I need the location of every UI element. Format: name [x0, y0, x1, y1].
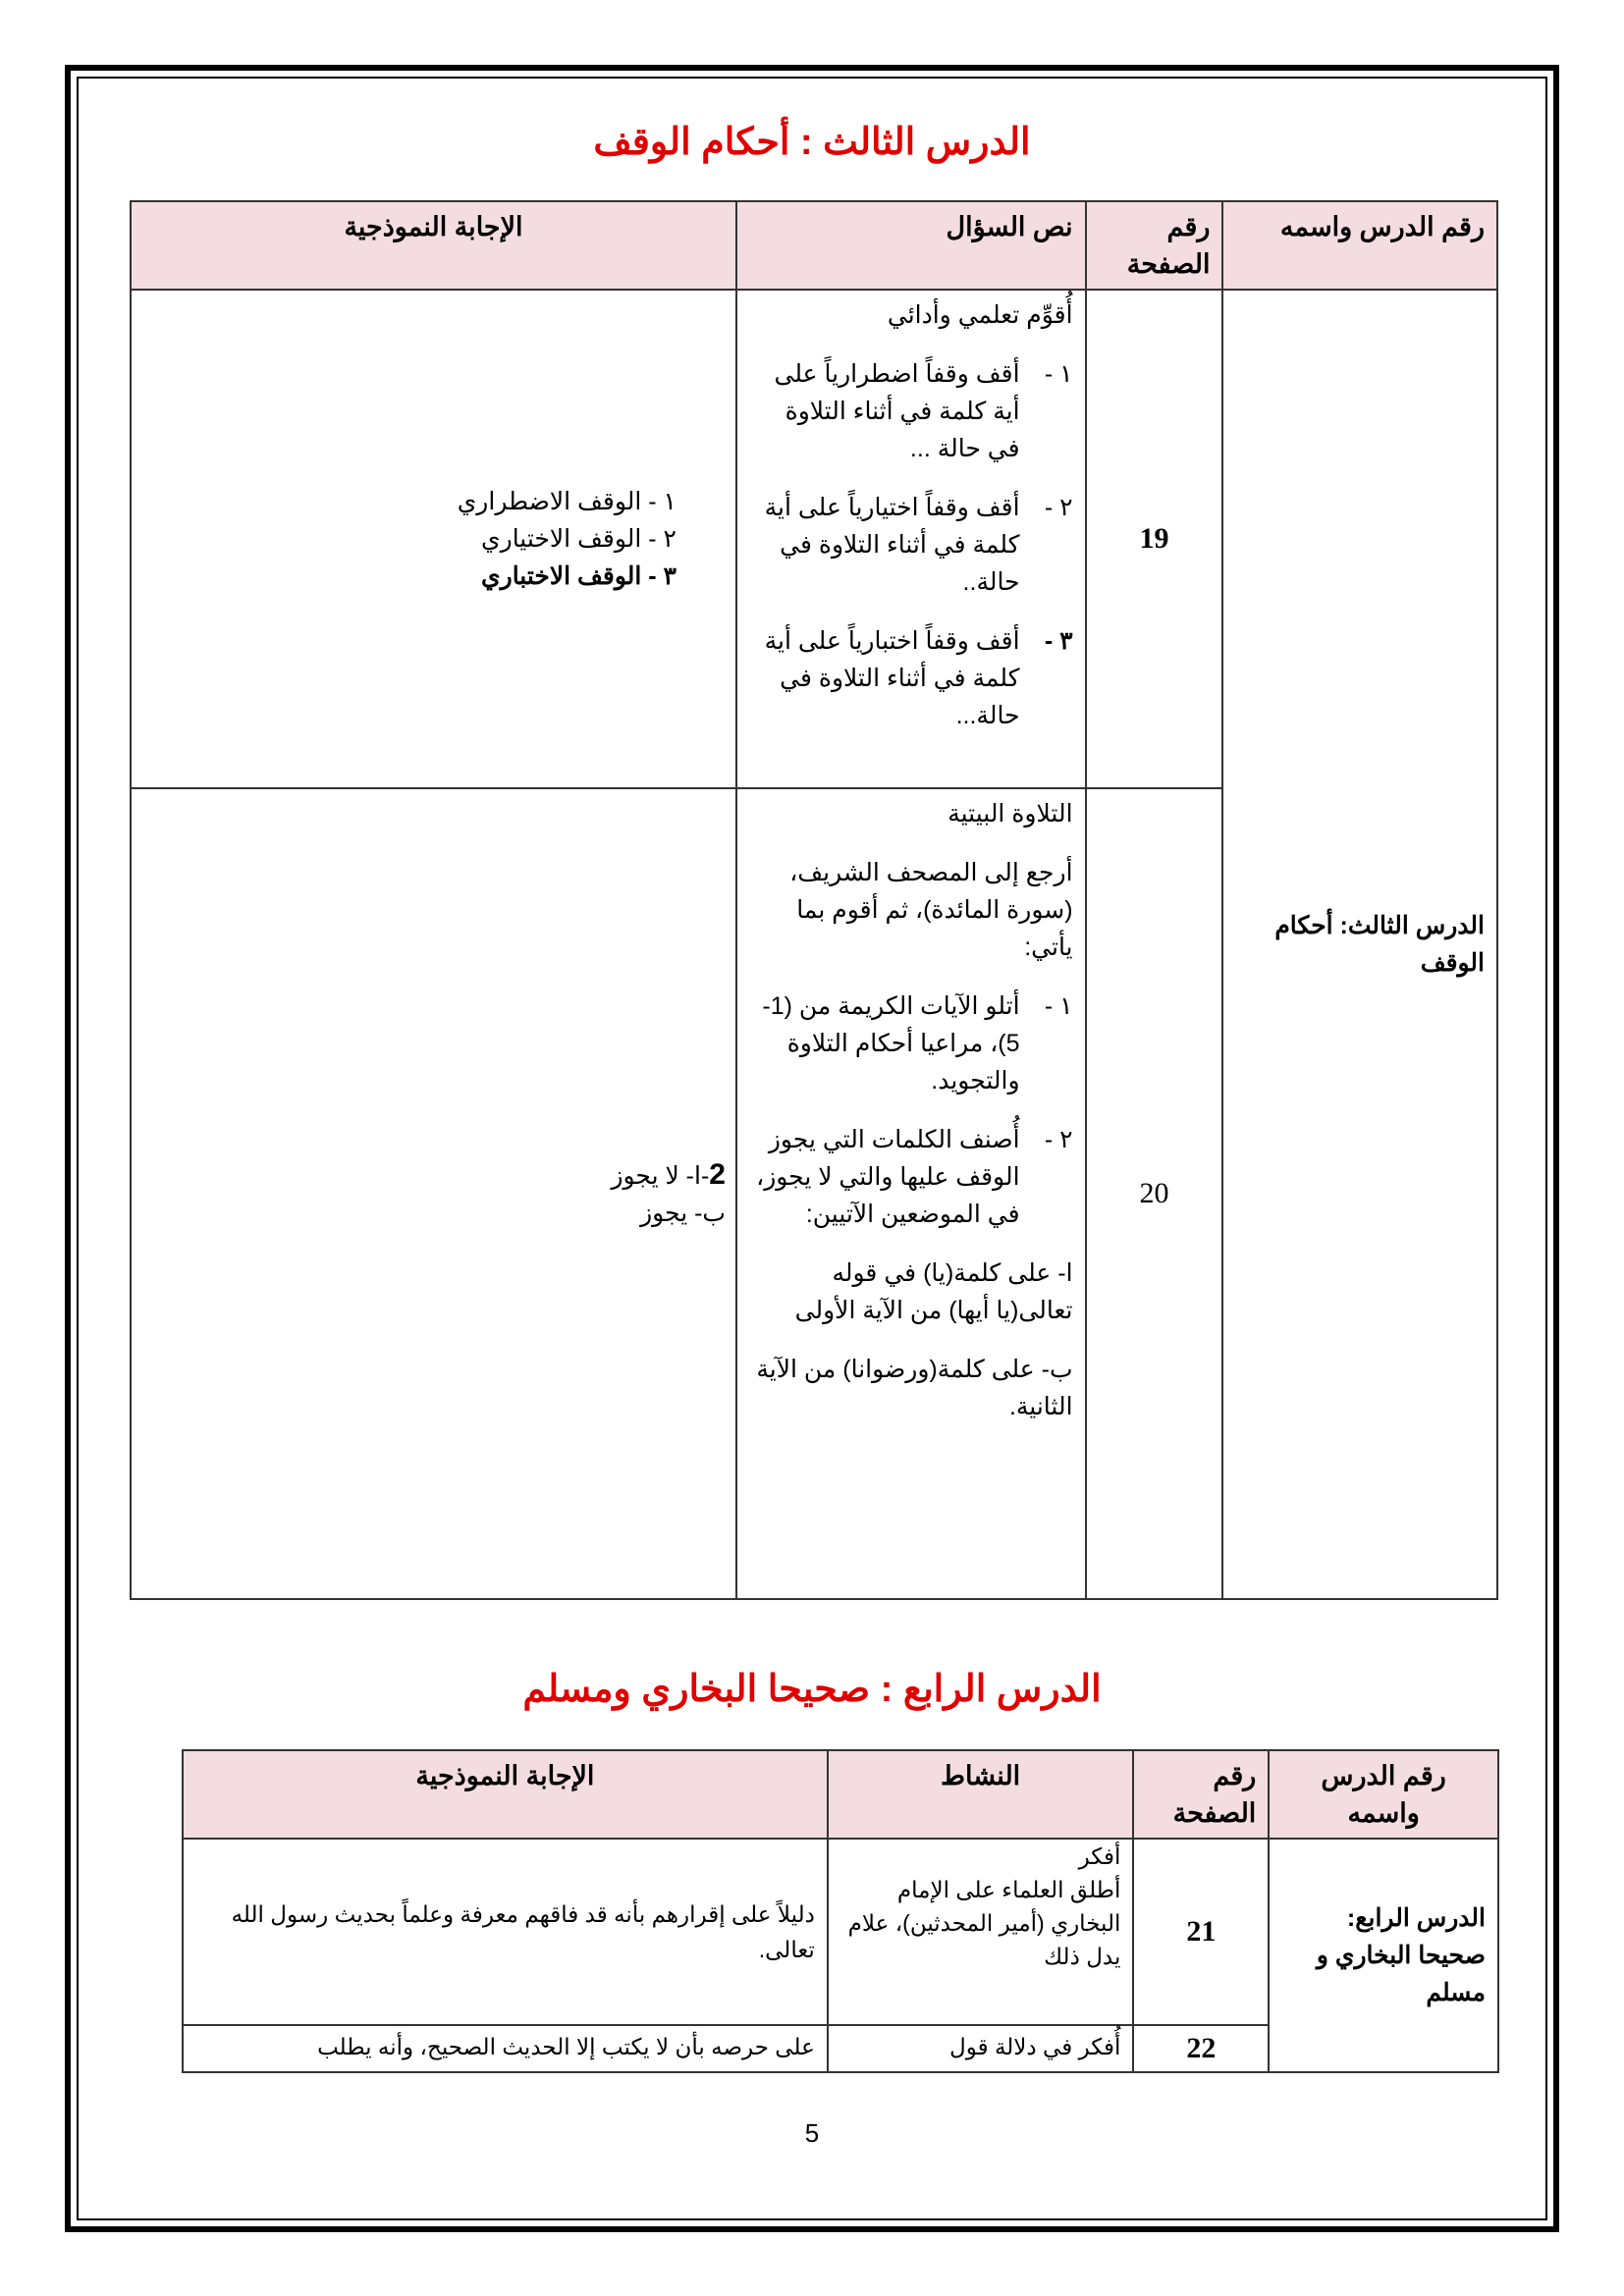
answer-cell-1: [183, 1839, 828, 2025]
answer-line: 2-ا- لا يجوز: [611, 1157, 726, 1191]
page-19: 19: [1086, 290, 1223, 788]
lesson-name-cell: [1222, 290, 1497, 1599]
question-item: ١ - أقف وقفاً اضطرارياً على أية كلمة في أثناء التلاوة في حالة ...: [774, 360, 1073, 462]
lesson-name-cell: [1269, 1839, 1498, 2072]
activity-text: أطلق العلماء على الإمام البخاري (أمير المحدثين)، علام يدل ذلك: [847, 1877, 1121, 1969]
header-activity: النشاط: [828, 1750, 1134, 1839]
lesson3-table: [130, 200, 1498, 1600]
sub-question-a: ا- على كلمة(يا) في قوله تعالى(يا أيها) من الآية الأولى: [794, 1259, 1073, 1324]
question-cell-1: [736, 290, 1086, 788]
question-item: ٢ - أُصنف الكلمات التي يجوز الوقف عليها والتي لا يجوز، في الموضعين الآتيين:: [756, 1126, 1073, 1228]
lesson4-title: الدرس الرابع : صحيحا البخاري ومسلم: [522, 1669, 1102, 1710]
header-answer: الإجابة النموذجية: [131, 201, 736, 290]
question-cell-2: [736, 788, 1086, 1599]
activity-cell-1: [828, 1839, 1134, 2025]
lesson4-table: [182, 1749, 1499, 2073]
activity-label: أفكر: [1078, 1843, 1121, 1869]
answer-line: ٣ - الوقف الاختباري: [481, 562, 677, 590]
header-page: رقم الصفحة: [1133, 1750, 1269, 1839]
question-instruction: أرجع إلى المصحف الشريف،(سورة المائدة)، ثم أقوم بما يأتي:: [789, 859, 1073, 961]
answer-line: ١ - الوقف الاضطراري: [457, 488, 677, 515]
lesson3-title: الدرس الثالث : أحكام الوقف: [593, 122, 1031, 163]
answer-cell-2: [131, 788, 736, 1599]
page-20: 20: [1086, 788, 1223, 1599]
answer-line: ٢ - الوقف الاختياري: [481, 525, 677, 553]
lesson-name: الدرس الثالث: أحكام الوقف: [1274, 912, 1485, 977]
answer-text: دليلاً على إقرارهم بأنه قد فاقهم معرفة وعلماً بحديث رسول الله تعالى.: [231, 1901, 815, 1962]
question-intro: التلاوة البيتية: [947, 800, 1073, 828]
answer-cell-1: [131, 290, 736, 788]
header-page: رقم الصفحة: [1086, 201, 1223, 290]
page-number: 5: [804, 2118, 820, 2148]
question-item: ١ - أتلو الآيات الكريمة من (1-5)، مراعيا أحكام التلاوة والتجويد.: [762, 992, 1073, 1095]
activity-cell-2: أُفكر في دلالة قول: [828, 2025, 1134, 2072]
header-answer: الإجابة النموذجية: [183, 1750, 828, 1839]
answer-cell-2: على حرصه بأن لا يكتب إلا الحديث الصحيح، وأنه يطلب: [183, 2025, 828, 2072]
page-21: 21: [1133, 1839, 1269, 2025]
lesson-name: الدرس الرابع: صحيحا البخاري و مسلم: [1316, 1904, 1486, 2006]
header-lesson: رقم الدرس واسمه: [1269, 1750, 1498, 1839]
question-item: ٣ - أقف وقفاً اختبارياً على أية كلمة في أثناء التلاوة في حالة...: [764, 627, 1073, 729]
sub-question-b: ب- على كلمة(ورضوانا) من الآية الثانية.: [756, 1356, 1073, 1420]
question-item: ٢ - أقف وقفاً اختيارياً على أية كلمة في أثناء التلاوة في حالة..: [764, 494, 1073, 596]
question-intro: أُقوِّم تعلمي وأدائي: [887, 301, 1073, 329]
header-question: نص السؤال: [736, 201, 1086, 290]
page-22: 22: [1133, 2025, 1269, 2072]
answer-line: ب- يجوز: [640, 1199, 726, 1227]
header-lesson: رقم الدرس واسمه: [1222, 201, 1497, 290]
